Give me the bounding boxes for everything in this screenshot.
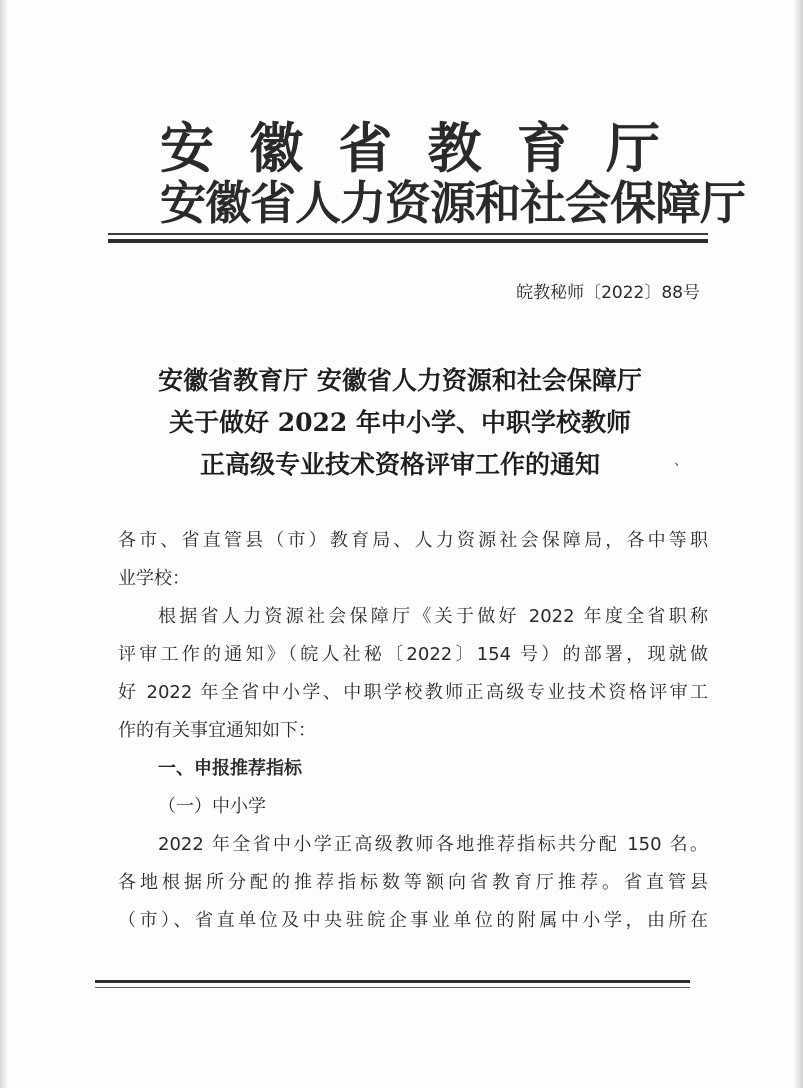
issuer-heading-1-char: 厅	[605, 116, 660, 180]
issuer-heading-1-char: 徽	[249, 116, 304, 180]
footer-rule-thin	[95, 987, 690, 988]
header-rule-top	[108, 233, 708, 235]
scan-edge-right	[793, 0, 803, 1088]
paragraph-2-line-1: 2022 年全省中小学正高级教师各地推荐指标共分配 150 名。	[158, 834, 708, 855]
paragraph-2-line-3: （市）、省直单位及中央驻皖企事业单位的附属中小学，由所在	[118, 910, 708, 931]
paragraph-1-line-3: 好 2022 年全省中小学、中职学校教师正高级专业技术资格评审工	[118, 682, 708, 703]
footer-rule	[95, 980, 690, 983]
document-title	[90, 360, 710, 486]
title-line-1: 安徽省教育厅 安徽省人力资源和社会保障厅	[158, 366, 642, 395]
stray-mark: 、	[674, 453, 688, 469]
issuer-heading-2: 安徽省人力资源和社会保障厅	[160, 176, 745, 230]
title-line-3: 正高级专业技术资格评审工作的通知	[199, 450, 600, 479]
paragraph-2-line-2: 各地根据所分配的推荐指标数等额向省教育厅推荐。省直管县	[118, 872, 708, 893]
paragraph-1-line-4: 作的有关事宜通知如下：	[118, 720, 316, 741]
salutation-line-1: 各市、省直管县（市）教育局、人力资源社会保障局，各中等职	[118, 530, 708, 551]
section-heading-1: 一、申报推荐指标	[158, 758, 302, 779]
paragraph-1-line-1: 根据省人力资源社会保障厅《关于做好 2022 年度全省职称	[158, 606, 708, 627]
document-number: 皖教秘师〔2022〕88号	[516, 283, 700, 303]
issuer-heading-1-char: 教	[427, 116, 482, 180]
scan-edge-left	[0, 0, 8, 1088]
header-rule-bottom	[108, 239, 708, 243]
issuer-heading-1	[160, 118, 660, 178]
paragraph-1-line-2: 评审工作的通知》（皖人社秘〔2022〕154 号）的部署，现就做	[118, 644, 708, 665]
issuer-heading-1-char: 省	[338, 116, 393, 180]
issuer-heading-1-char: 育	[516, 116, 571, 180]
subsection-heading-1: （一）中小学	[158, 796, 266, 817]
salutation-line-2: 业学校：	[118, 568, 190, 589]
title-line-2: 关于做好 2022 年中小学、中职学校教师	[169, 408, 631, 437]
issuer-heading-1-char: 安	[160, 116, 214, 180]
